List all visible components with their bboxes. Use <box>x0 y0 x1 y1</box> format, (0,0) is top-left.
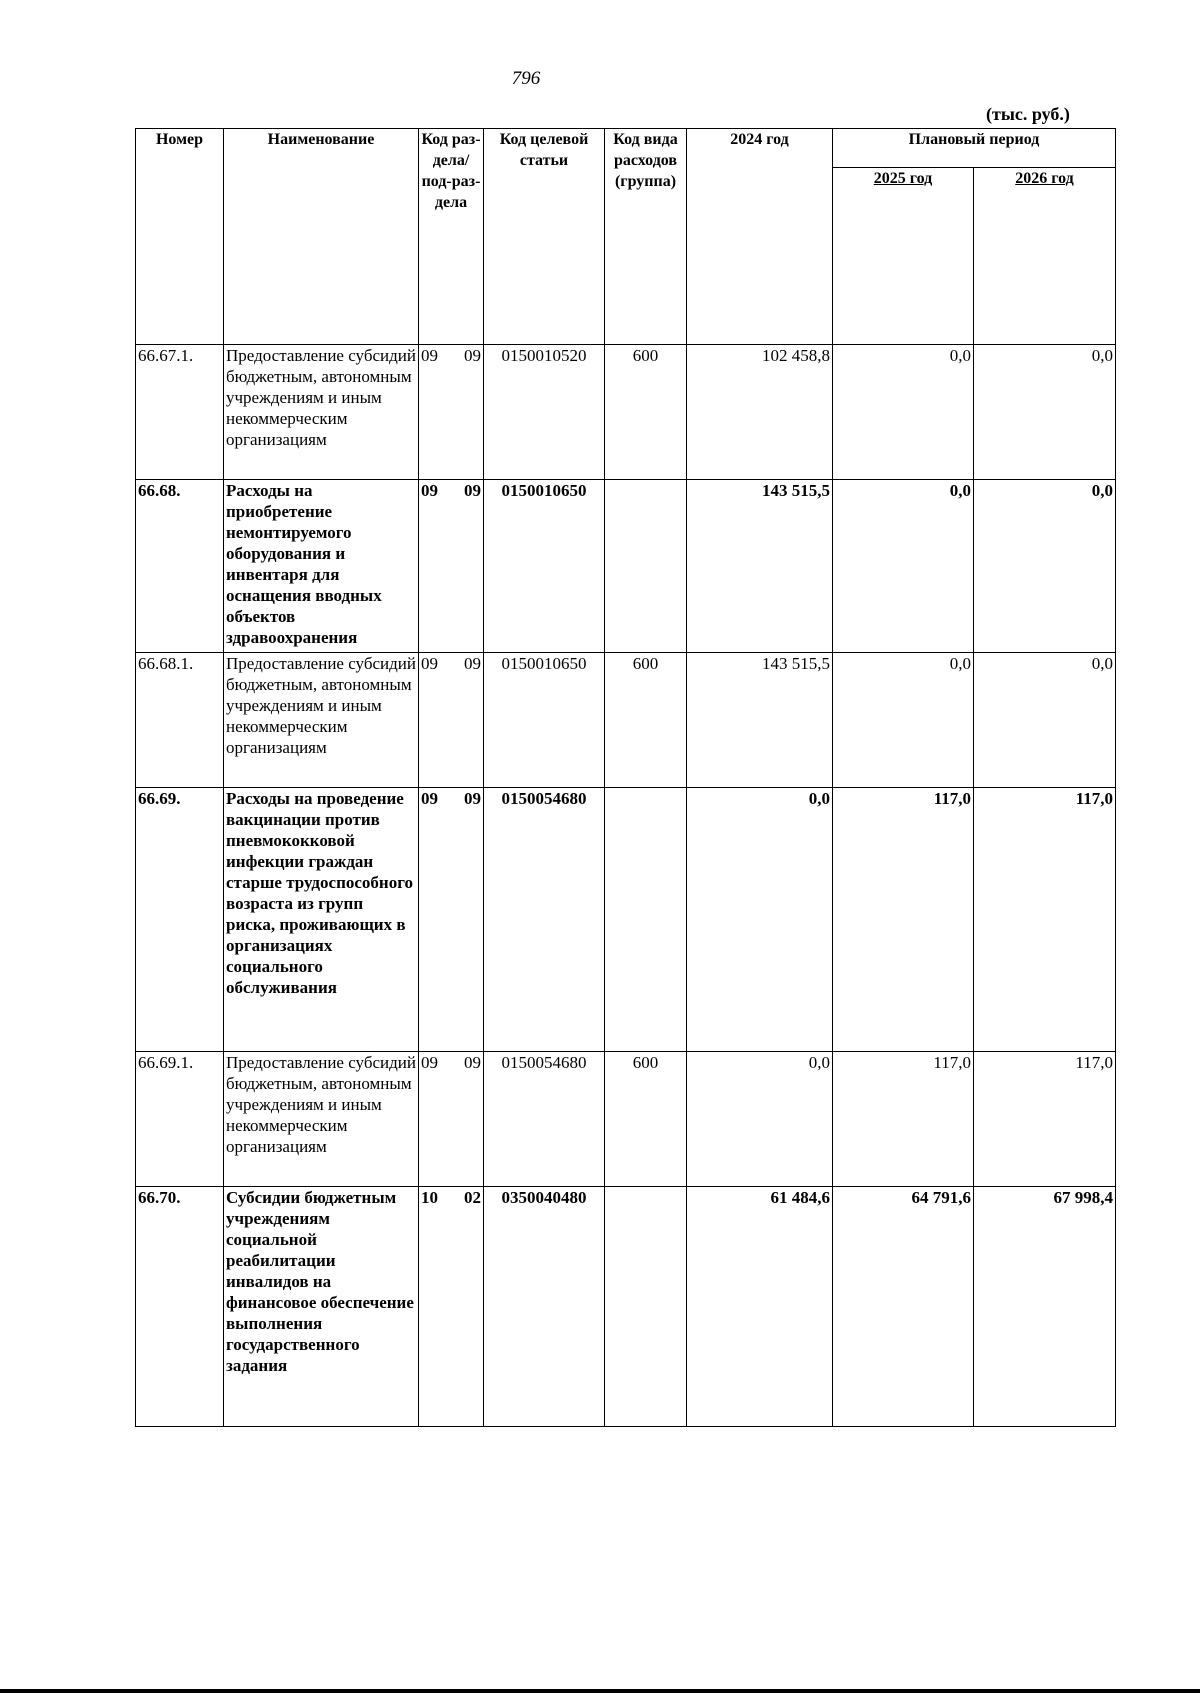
row-podrazdel: 02 <box>464 1188 481 1207</box>
header-planned-period: Плановый период <box>833 129 1116 168</box>
row-podrazdel: 09 <box>464 654 481 673</box>
table-body <box>136 345 1116 1427</box>
row-number: 66.68. <box>136 480 224 653</box>
row-number: 66.68.1. <box>136 653 224 788</box>
row-number: 66.70. <box>136 1187 224 1427</box>
row-name: Предоставление субсидий бюджетным, автономным учреждениям и иным некоммерческим организациям <box>224 1052 419 1187</box>
row-section-code <box>419 480 484 653</box>
row-podrazdel: 09 <box>464 789 481 808</box>
row-target-code: 0150054680 <box>484 788 605 1052</box>
header-number: Номер <box>136 129 224 345</box>
row-amount-2026: 0,0 <box>974 480 1116 653</box>
row-number: 66.67.1. <box>136 345 224 480</box>
table-row <box>136 480 1116 653</box>
row-number: 66.69. <box>136 788 224 1052</box>
header-expense-type-code: Код вида расходов (группа) <box>605 129 687 345</box>
row-podrazdel: 09 <box>464 481 481 500</box>
row-amount-2026: 117,0 <box>974 788 1116 1052</box>
row-expense-type: 600 <box>605 653 687 788</box>
budget-table <box>135 128 1116 1427</box>
row-razdel: 09 <box>421 789 438 808</box>
row-amount-2024: 102 458,8 <box>687 345 833 480</box>
row-section-code <box>419 345 484 480</box>
row-target-code: 0150010650 <box>484 480 605 653</box>
row-expense-type <box>605 788 687 1052</box>
row-amount-2024: 61 484,6 <box>687 1187 833 1427</box>
row-name: Предоставление субсидий бюджетным, автономным учреждениям и иным некоммерческим организациям <box>224 345 419 480</box>
row-amount-2025: 117,0 <box>833 788 974 1052</box>
row-amount-2026: 67 998,4 <box>974 1187 1116 1427</box>
row-name: Субсидии бюджетным учреждениям социальной реабилитации инвалидов на финансовое обеспечение выполнения государственного задания <box>224 1187 419 1427</box>
row-amount-2024: 143 515,5 <box>687 653 833 788</box>
row-podrazdel: 09 <box>464 346 481 365</box>
row-razdel: 09 <box>421 481 438 500</box>
scan-edge <box>0 1689 1200 1693</box>
header-year-2025: 2025 год <box>833 168 974 345</box>
header-year-2024: 2024 год <box>687 129 833 345</box>
row-name: Расходы на проведение вакцинации против пневмококковой инфекции граждан старше трудоспособного возраста из групп риска, проживающих в организациях социального обслуживания <box>224 788 419 1052</box>
table-row <box>136 1052 1116 1187</box>
row-section-code <box>419 1187 484 1427</box>
row-amount-2025: 0,0 <box>833 345 974 480</box>
row-amount-2024: 0,0 <box>687 788 833 1052</box>
row-amount-2025: 64 791,6 <box>833 1187 974 1427</box>
row-section-code <box>419 653 484 788</box>
row-razdel: 09 <box>421 654 438 673</box>
table-row <box>136 345 1116 480</box>
row-amount-2026: 0,0 <box>974 345 1116 480</box>
row-target-code: 0150010650 <box>484 653 605 788</box>
row-section-code <box>419 1052 484 1187</box>
row-name: Расходы на приобретение немонтируемого оборудования и инвентаря для оснащения вводных объектов здравоохранения <box>224 480 419 653</box>
row-razdel: 10 <box>421 1188 438 1207</box>
table-row <box>136 788 1116 1052</box>
header-name: Наименование <box>224 129 419 345</box>
header-section-code: Код раз-дела/ под-раз-дела <box>419 129 484 345</box>
row-razdel: 09 <box>421 1053 438 1072</box>
row-number: 66.69.1. <box>136 1052 224 1187</box>
row-amount-2026: 117,0 <box>974 1052 1116 1187</box>
row-amount-2025: 0,0 <box>833 480 974 653</box>
row-amount-2024: 0,0 <box>687 1052 833 1187</box>
row-expense-type <box>605 1187 687 1427</box>
row-name: Предоставление субсидий бюджетным, автономным учреждениям и иным некоммерческим организациям <box>224 653 419 788</box>
row-podrazdel: 09 <box>464 1053 481 1072</box>
row-section-code <box>419 788 484 1052</box>
header-year-2026: 2026 год <box>974 168 1116 345</box>
row-target-code: 0150054680 <box>484 1052 605 1187</box>
header-target-code: Код целевой статьи <box>484 129 605 345</box>
row-amount-2024: 143 515,5 <box>687 480 833 653</box>
row-amount-2026: 0,0 <box>974 653 1116 788</box>
row-target-code: 0150010520 <box>484 345 605 480</box>
row-expense-type: 600 <box>605 345 687 480</box>
header-row-1 <box>136 129 1116 168</box>
table-row <box>136 653 1116 788</box>
row-amount-2025: 0,0 <box>833 653 974 788</box>
row-razdel: 09 <box>421 346 438 365</box>
row-amount-2025: 117,0 <box>833 1052 974 1187</box>
table-row <box>136 1187 1116 1427</box>
units-label: (тыс. руб.) <box>986 104 1070 124</box>
row-target-code: 0350040480 <box>484 1187 605 1427</box>
row-expense-type: 600 <box>605 1052 687 1187</box>
page-number: 796 <box>511 68 541 89</box>
row-expense-type <box>605 480 687 653</box>
